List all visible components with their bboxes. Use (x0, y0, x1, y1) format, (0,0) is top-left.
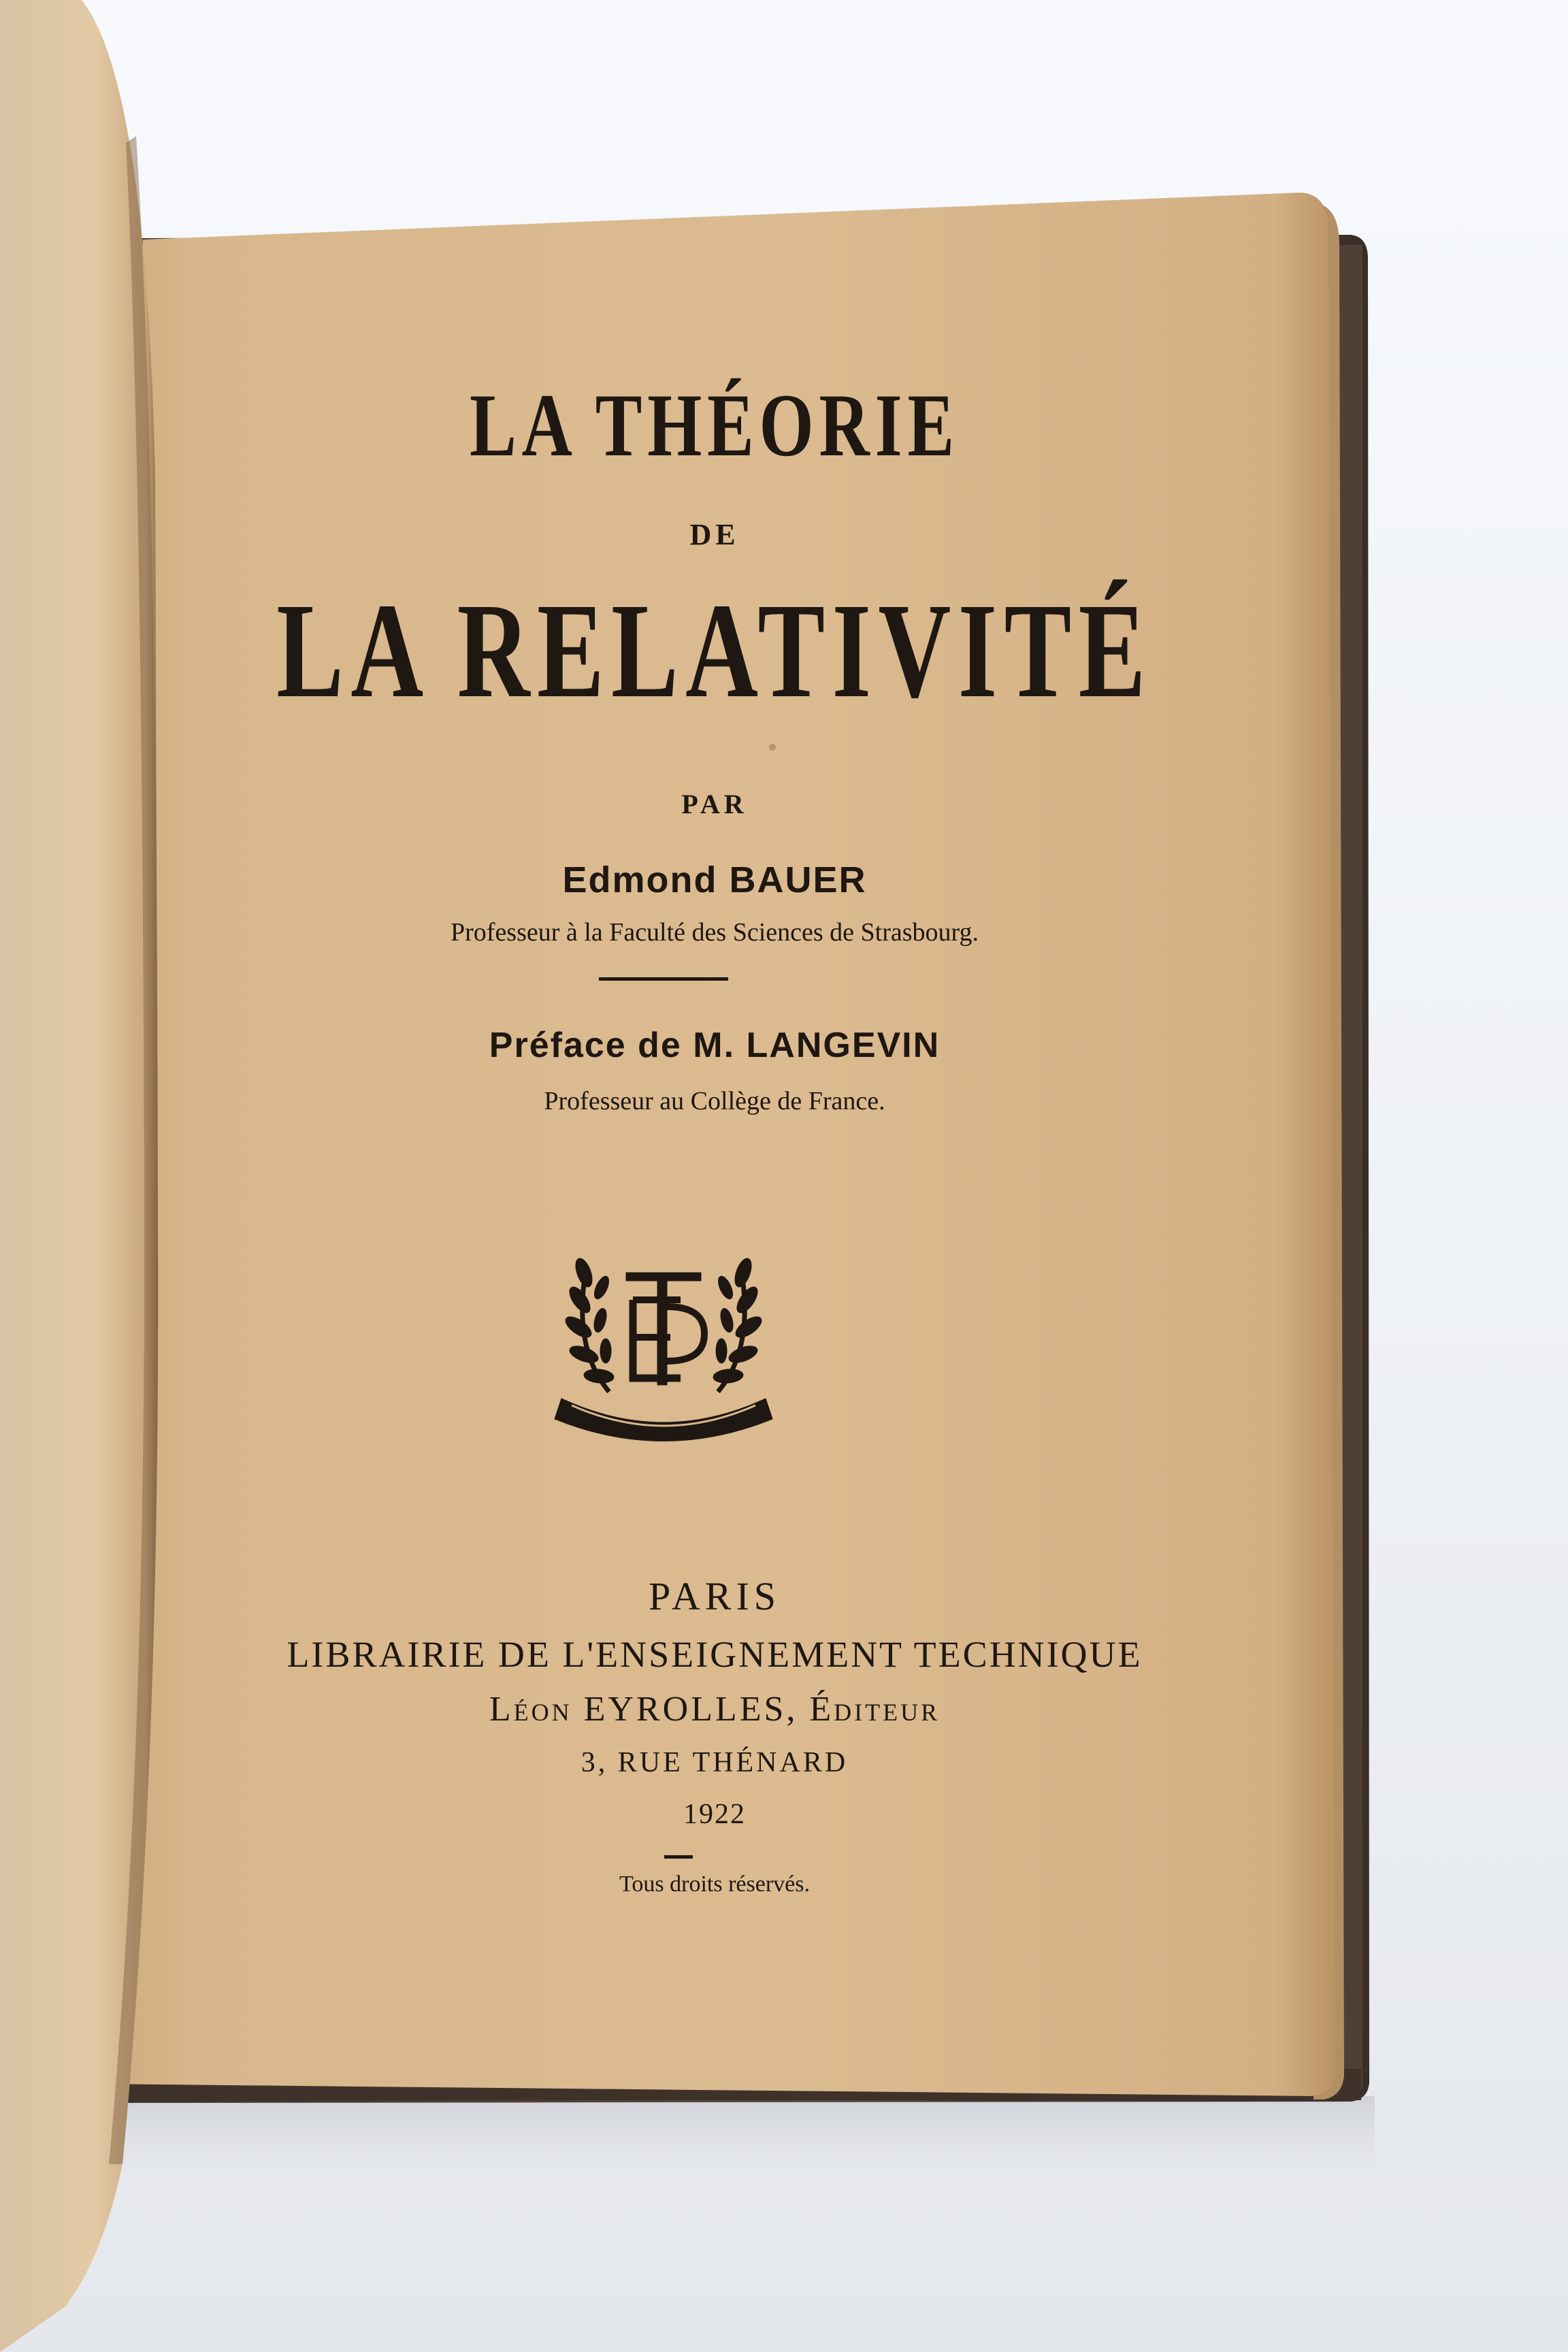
imprint-editor: Léon EYROLLES, Éditeur (489, 1690, 941, 1729)
short-divider-rule (664, 1855, 693, 1859)
imprint-rights-notice: Tous droits réservés. (619, 1872, 810, 1897)
preface-line: Préface de M. LANGEVIN (489, 1026, 941, 1065)
title-line-2: DE (689, 518, 740, 551)
imprint-city: PARIS (648, 1574, 781, 1618)
by-label: PAR (681, 789, 748, 819)
author-name: Edmond BAUER (562, 860, 867, 900)
imprint-year: 1922 (683, 1799, 746, 1830)
author-title: Professeur à la Faculté des Sciences de Strasbourg. (451, 918, 979, 947)
divider-rule (599, 977, 728, 981)
laurel-wreath-monogram-icon (544, 1225, 783, 1450)
title-page-text (102, 0, 1327, 2352)
title-line-1: LA THÉORIE (470, 375, 960, 475)
preface-author-title: Professeur au Collège de France. (544, 1087, 885, 1115)
title-line-3: LA RELATIVITÉ (276, 576, 1153, 726)
imprint-street-address: 3, RUE THÉNARD (581, 1747, 849, 1778)
imprint-publisher-house: LIBRAIRIE DE L'ENSEIGNEMENT TECHNIQUE (287, 1634, 1143, 1675)
